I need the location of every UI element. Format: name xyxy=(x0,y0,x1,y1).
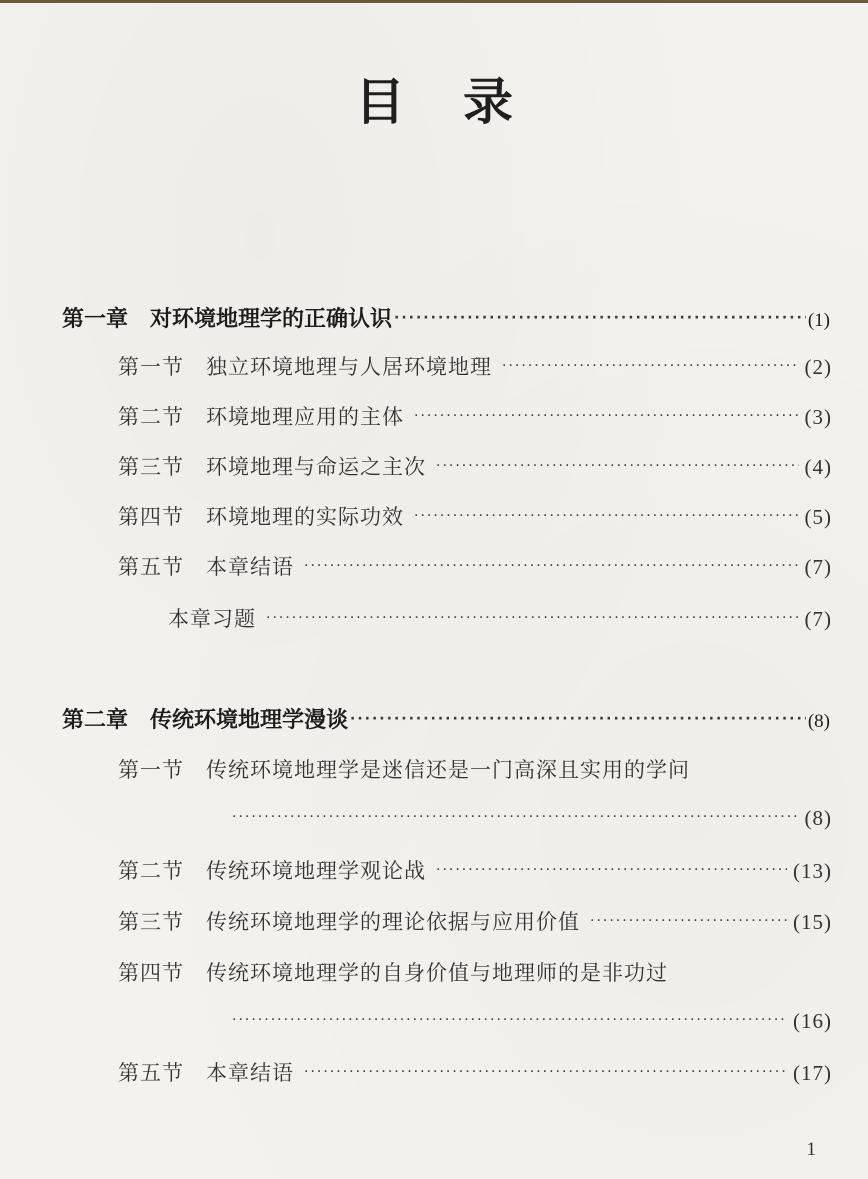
section-title: 传统环境地理学是迷信还是一门高深且实用的学问 xyxy=(206,758,690,782)
dot-leader xyxy=(394,310,806,326)
page-number: (2) xyxy=(804,355,832,379)
toc-section[interactable] xyxy=(118,451,832,481)
section-number: 第三节 xyxy=(118,455,184,479)
section-title: 环境地理与命运之主次 xyxy=(206,455,426,479)
exercise-title: 本章习题 xyxy=(168,607,256,631)
page-number: (15) xyxy=(793,910,832,934)
dot-leader xyxy=(590,913,787,929)
toc-section[interactable] xyxy=(118,754,832,784)
dot-leader xyxy=(266,610,799,626)
section-title: 环境地理应用的主体 xyxy=(206,405,404,429)
chapter-number: 第二章 xyxy=(62,708,129,733)
page-number: (3) xyxy=(804,405,832,429)
dot-leader xyxy=(436,862,787,878)
section-number: 第三节 xyxy=(118,910,184,934)
toc-section[interactable] xyxy=(118,351,832,381)
dot-leader xyxy=(304,558,799,574)
page-folio: 1 xyxy=(806,1139,816,1160)
toc-section[interactable] xyxy=(118,401,832,431)
section-title: 传统环境地理学观论战 xyxy=(206,859,426,883)
toc-chapter-2[interactable] xyxy=(62,703,830,734)
page-number: (1) xyxy=(807,310,830,331)
toc-section[interactable] xyxy=(118,957,832,987)
dot-leader xyxy=(350,711,806,727)
toc-section-continuation[interactable] xyxy=(232,1009,832,1034)
page-number: (13) xyxy=(793,859,832,883)
toc-exercise[interactable] xyxy=(168,603,832,633)
page-title xyxy=(0,62,868,134)
page-number: (5) xyxy=(804,505,832,529)
section-number: 第五节 xyxy=(118,555,184,579)
toc-section[interactable] xyxy=(118,501,832,531)
section-number: 第一节 xyxy=(118,355,184,379)
section-number: 第四节 xyxy=(118,961,184,985)
section-number: 第四节 xyxy=(118,505,184,529)
section-number: 第二节 xyxy=(118,859,184,883)
title-char-1: 目 xyxy=(355,73,405,131)
toc-section-continuation[interactable] xyxy=(232,806,832,831)
toc-section[interactable] xyxy=(118,855,832,885)
page-number: (4) xyxy=(804,455,832,479)
chapter-title: 对环境地理学的正确认识 xyxy=(150,307,393,332)
section-title: 传统环境地理学的自身价值与地理师的是非功过 xyxy=(206,961,668,985)
title-char-2: 录 xyxy=(463,73,513,131)
page-number: (8) xyxy=(807,711,830,732)
dot-leader xyxy=(414,408,799,424)
dot-leader xyxy=(232,1012,787,1028)
section-title: 独立环境地理与人居环境地理 xyxy=(206,355,492,379)
dot-leader xyxy=(232,809,799,825)
top-border-rule xyxy=(0,0,868,3)
dot-leader xyxy=(436,458,799,474)
page-number: (17) xyxy=(793,1061,832,1085)
section-title: 传统环境地理学的理论依据与应用价值 xyxy=(206,910,580,934)
dot-leader xyxy=(304,1064,787,1080)
chapter-title: 传统环境地理学漫谈 xyxy=(150,708,349,733)
section-number: 第一节 xyxy=(118,758,184,782)
section-number: 第二节 xyxy=(118,405,184,429)
chapter-number: 第一章 xyxy=(62,307,129,332)
page-number: (7) xyxy=(804,607,832,631)
page-number: (16) xyxy=(793,1009,832,1033)
section-number: 第五节 xyxy=(118,1061,184,1085)
section-title: 本章结语 xyxy=(206,1061,294,1085)
section-title: 环境地理的实际功效 xyxy=(206,505,404,529)
page-number: (7) xyxy=(804,555,832,579)
toc-section[interactable] xyxy=(118,1057,832,1087)
section-title: 本章结语 xyxy=(206,555,294,579)
page-number: (8) xyxy=(804,806,832,830)
toc-section[interactable] xyxy=(118,551,832,581)
toc-section[interactable] xyxy=(118,906,832,936)
dot-leader xyxy=(502,358,799,374)
dot-leader xyxy=(414,508,799,524)
toc-chapter-1[interactable] xyxy=(62,302,830,333)
